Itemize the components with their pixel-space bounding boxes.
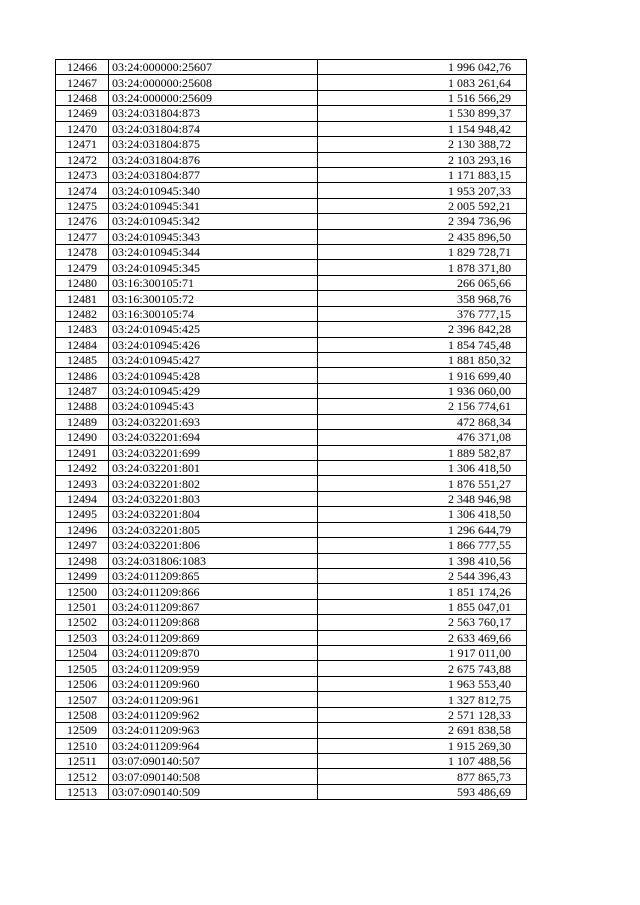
table-row bbox=[56, 430, 527, 445]
table-row bbox=[56, 368, 527, 383]
cadastral-number-cell: 03:24:010945:427 bbox=[109, 353, 318, 368]
table-row bbox=[56, 399, 527, 414]
row-number-cell: 12507 bbox=[56, 692, 109, 707]
cadastral-value-cell: 1 398 410,56 bbox=[318, 553, 527, 568]
row-number-cell: 12495 bbox=[56, 507, 109, 522]
row-number-cell: 12502 bbox=[56, 615, 109, 630]
cadastral-value-cell: 358 968,76 bbox=[318, 291, 527, 306]
cadastral-value-cell: 2 675 743,88 bbox=[318, 661, 527, 676]
cadastral-number-cell: 03:24:010945:340 bbox=[109, 183, 318, 198]
row-number-cell: 12484 bbox=[56, 337, 109, 352]
cadastral-number-cell: 03:24:011209:962 bbox=[109, 707, 318, 722]
cadastral-number-cell: 03:24:031804:875 bbox=[109, 137, 318, 152]
row-number-cell: 12489 bbox=[56, 414, 109, 429]
table-row bbox=[56, 353, 527, 368]
cadastral-number-cell: 03:24:031806:1083 bbox=[109, 553, 318, 568]
cadastral-value-cell: 2 130 388,72 bbox=[318, 137, 527, 152]
cadastral-value-cell: 1 881 850,32 bbox=[318, 353, 527, 368]
cadastral-number-cell: 03:24:032201:801 bbox=[109, 460, 318, 475]
cadastral-value-cell: 2 563 760,17 bbox=[318, 615, 527, 630]
cadastral-number-cell: 03:07:090140:509 bbox=[109, 784, 318, 799]
cadastral-value-cell: 1 306 418,50 bbox=[318, 507, 527, 522]
table-row bbox=[56, 152, 527, 167]
table-row bbox=[56, 476, 527, 491]
cadastral-value-cell: 376 777,15 bbox=[318, 306, 527, 321]
table-row bbox=[56, 337, 527, 352]
table-row bbox=[56, 553, 527, 568]
cadastral-value-cell: 1 083 261,64 bbox=[318, 75, 527, 90]
cadastral-value-cell: 2 156 774,61 bbox=[318, 399, 527, 414]
row-number-cell: 12500 bbox=[56, 584, 109, 599]
cadastral-number-cell: 03:24:031804:874 bbox=[109, 121, 318, 136]
cadastral-number-cell: 03:24:010945:428 bbox=[109, 368, 318, 383]
cadastral-number-cell: 03:24:010945:344 bbox=[109, 245, 318, 260]
table-row bbox=[56, 260, 527, 275]
cadastral-number-cell: 03:16:300105:72 bbox=[109, 291, 318, 306]
row-number-cell: 12470 bbox=[56, 121, 109, 136]
cadastral-number-cell: 03:24:010945:43 bbox=[109, 399, 318, 414]
table-row bbox=[56, 538, 527, 553]
cadastral-value-cell: 266 065,66 bbox=[318, 275, 527, 290]
row-number-cell: 12482 bbox=[56, 306, 109, 321]
cadastral-value-cell: 2 435 896,50 bbox=[318, 229, 527, 244]
row-number-cell: 12510 bbox=[56, 738, 109, 753]
cadastral-number-cell: 03:24:000000:25609 bbox=[109, 90, 318, 105]
cadastral-number-cell: 03:24:031804:877 bbox=[109, 167, 318, 182]
cadastral-value-cell: 1 327 812,75 bbox=[318, 692, 527, 707]
cadastral-number-cell: 03:24:032201:806 bbox=[109, 538, 318, 553]
cadastral-value-cell: 1 996 042,76 bbox=[318, 60, 527, 75]
row-number-cell: 12483 bbox=[56, 322, 109, 337]
row-number-cell: 12478 bbox=[56, 245, 109, 260]
row-number-cell: 12493 bbox=[56, 476, 109, 491]
table-row bbox=[56, 676, 527, 691]
table-row bbox=[56, 784, 527, 799]
cadastral-value-cell: 1 296 644,79 bbox=[318, 522, 527, 537]
cadastral-value-cell: 2 103 293,16 bbox=[318, 152, 527, 167]
cadastral-value-cell: 593 486,69 bbox=[318, 784, 527, 799]
cadastral-number-cell: 03:24:032201:804 bbox=[109, 507, 318, 522]
row-number-cell: 12480 bbox=[56, 275, 109, 290]
table-row bbox=[56, 90, 527, 105]
cadastral-value-cell: 1 917 011,00 bbox=[318, 646, 527, 661]
cadastral-value-cell: 1 878 371,80 bbox=[318, 260, 527, 275]
cadastral-value-cell: 1 855 047,01 bbox=[318, 599, 527, 614]
cadastral-value-cell: 1 171 883,15 bbox=[318, 167, 527, 182]
row-number-cell: 12474 bbox=[56, 183, 109, 198]
cadastral-value-cell: 1 154 948,42 bbox=[318, 121, 527, 136]
cadastral-number-cell: 03:24:011209:964 bbox=[109, 738, 318, 753]
table-row bbox=[56, 275, 527, 290]
table-row bbox=[56, 584, 527, 599]
table-row bbox=[56, 599, 527, 614]
cadastral-value-cell: 2 544 396,43 bbox=[318, 568, 527, 583]
cadastral-value-cell: 1 306 418,50 bbox=[318, 460, 527, 475]
row-number-cell: 12486 bbox=[56, 368, 109, 383]
cadastral-value-cell: 877 865,73 bbox=[318, 769, 527, 784]
cadastral-value-cell: 1 915 269,30 bbox=[318, 738, 527, 753]
cadastral-number-cell: 03:16:300105:74 bbox=[109, 306, 318, 321]
cadastral-value-cell: 1 963 553,40 bbox=[318, 676, 527, 691]
table-row bbox=[56, 738, 527, 753]
cadastral-number-cell: 03:24:011209:869 bbox=[109, 630, 318, 645]
cadastral-number-cell: 03:24:011209:865 bbox=[109, 568, 318, 583]
table-row bbox=[56, 229, 527, 244]
table-row bbox=[56, 692, 527, 707]
row-number-cell: 12511 bbox=[56, 753, 109, 768]
table-row bbox=[56, 460, 527, 475]
row-number-cell: 12479 bbox=[56, 260, 109, 275]
table-row bbox=[56, 322, 527, 337]
row-number-cell: 12498 bbox=[56, 553, 109, 568]
row-number-cell: 12468 bbox=[56, 90, 109, 105]
table-row bbox=[56, 661, 527, 676]
cadastral-value-cell: 1 516 566,29 bbox=[318, 90, 527, 105]
row-number-cell: 12471 bbox=[56, 137, 109, 152]
row-number-cell: 12487 bbox=[56, 383, 109, 398]
cadastral-value-table bbox=[55, 59, 527, 800]
cadastral-number-cell: 03:24:010945:426 bbox=[109, 337, 318, 352]
row-number-cell: 12469 bbox=[56, 106, 109, 121]
row-number-cell: 12477 bbox=[56, 229, 109, 244]
row-number-cell: 12472 bbox=[56, 152, 109, 167]
table-row bbox=[56, 568, 527, 583]
cadastral-number-cell: 03:07:090140:508 bbox=[109, 769, 318, 784]
cadastral-number-cell: 03:24:011209:959 bbox=[109, 661, 318, 676]
cadastral-number-cell: 03:24:011209:870 bbox=[109, 646, 318, 661]
cadastral-number-cell: 03:07:090140:507 bbox=[109, 753, 318, 768]
table-row bbox=[56, 245, 527, 260]
cadastral-number-cell: 03:24:011209:868 bbox=[109, 615, 318, 630]
row-number-cell: 12499 bbox=[56, 568, 109, 583]
row-number-cell: 12492 bbox=[56, 460, 109, 475]
row-number-cell: 12497 bbox=[56, 538, 109, 553]
table-row bbox=[56, 291, 527, 306]
table-row bbox=[56, 753, 527, 768]
row-number-cell: 12505 bbox=[56, 661, 109, 676]
cadastral-value-cell: 2 396 842,28 bbox=[318, 322, 527, 337]
cadastral-number-cell: 03:24:031804:876 bbox=[109, 152, 318, 167]
row-number-cell: 12509 bbox=[56, 723, 109, 738]
cadastral-number-cell: 03:24:011209:961 bbox=[109, 692, 318, 707]
table-row bbox=[56, 75, 527, 90]
cadastral-value-cell: 2 633 469,66 bbox=[318, 630, 527, 645]
row-number-cell: 12485 bbox=[56, 353, 109, 368]
cadastral-number-cell: 03:16:300105:71 bbox=[109, 275, 318, 290]
cadastral-number-cell: 03:24:010945:429 bbox=[109, 383, 318, 398]
cadastral-value-cell: 1 953 207,33 bbox=[318, 183, 527, 198]
cadastral-value-cell: 1 889 582,87 bbox=[318, 445, 527, 460]
table-row bbox=[56, 769, 527, 784]
table-row bbox=[56, 507, 527, 522]
table-row bbox=[56, 167, 527, 182]
table-row bbox=[56, 198, 527, 213]
table-row bbox=[56, 630, 527, 645]
table-row bbox=[56, 646, 527, 661]
cadastral-value-cell: 1 936 060,00 bbox=[318, 383, 527, 398]
row-number-cell: 12488 bbox=[56, 399, 109, 414]
table-row bbox=[56, 707, 527, 722]
cadastral-value-cell: 1 876 551,27 bbox=[318, 476, 527, 491]
cadastral-number-cell: 03:24:010945:343 bbox=[109, 229, 318, 244]
cadastral-number-cell: 03:24:011209:866 bbox=[109, 584, 318, 599]
cadastral-number-cell: 03:24:000000:25607 bbox=[109, 60, 318, 75]
cadastral-number-cell: 03:24:010945:341 bbox=[109, 198, 318, 213]
table-row bbox=[56, 491, 527, 506]
row-number-cell: 12475 bbox=[56, 198, 109, 213]
table-row bbox=[56, 414, 527, 429]
row-number-cell: 12490 bbox=[56, 430, 109, 445]
table-row bbox=[56, 445, 527, 460]
table-row bbox=[56, 615, 527, 630]
cadastral-number-cell: 03:24:032201:693 bbox=[109, 414, 318, 429]
table-row bbox=[56, 106, 527, 121]
table-row bbox=[56, 383, 527, 398]
cadastral-value-cell: 1 107 488,56 bbox=[318, 753, 527, 768]
cadastral-value-cell: 476 371,08 bbox=[318, 430, 527, 445]
cadastral-number-cell: 03:24:032201:805 bbox=[109, 522, 318, 537]
table-row bbox=[56, 183, 527, 198]
table-row bbox=[56, 60, 527, 75]
cadastral-number-cell: 03:24:000000:25608 bbox=[109, 75, 318, 90]
table-row bbox=[56, 121, 527, 136]
row-number-cell: 12491 bbox=[56, 445, 109, 460]
cadastral-number-cell: 03:24:010945:425 bbox=[109, 322, 318, 337]
row-number-cell: 12501 bbox=[56, 599, 109, 614]
cadastral-value-cell: 1 530 899,37 bbox=[318, 106, 527, 121]
cadastral-value-cell: 1 866 777,55 bbox=[318, 538, 527, 553]
table-body bbox=[56, 60, 527, 800]
row-number-cell: 12476 bbox=[56, 214, 109, 229]
cadastral-number-cell: 03:24:032201:694 bbox=[109, 430, 318, 445]
row-number-cell: 12513 bbox=[56, 784, 109, 799]
cadastral-number-cell: 03:24:031804:873 bbox=[109, 106, 318, 121]
table-row bbox=[56, 522, 527, 537]
cadastral-value-cell: 472 868,34 bbox=[318, 414, 527, 429]
row-number-cell: 12466 bbox=[56, 60, 109, 75]
table-row bbox=[56, 306, 527, 321]
cadastral-value-cell: 1 916 699,40 bbox=[318, 368, 527, 383]
cadastral-number-cell: 03:24:010945:345 bbox=[109, 260, 318, 275]
cadastral-number-cell: 03:24:032201:699 bbox=[109, 445, 318, 460]
row-number-cell: 12508 bbox=[56, 707, 109, 722]
cadastral-number-cell: 03:24:032201:803 bbox=[109, 491, 318, 506]
row-number-cell: 12512 bbox=[56, 769, 109, 784]
row-number-cell: 12473 bbox=[56, 167, 109, 182]
cadastral-value-cell: 2 348 946,98 bbox=[318, 491, 527, 506]
row-number-cell: 12504 bbox=[56, 646, 109, 661]
row-number-cell: 12506 bbox=[56, 676, 109, 691]
row-number-cell: 12494 bbox=[56, 491, 109, 506]
cadastral-value-cell: 2 571 128,33 bbox=[318, 707, 527, 722]
cadastral-value-cell: 2 394 736,96 bbox=[318, 214, 527, 229]
cadastral-number-cell: 03:24:011209:867 bbox=[109, 599, 318, 614]
cadastral-number-cell: 03:24:010945:342 bbox=[109, 214, 318, 229]
row-number-cell: 12496 bbox=[56, 522, 109, 537]
row-number-cell: 12503 bbox=[56, 630, 109, 645]
cadastral-value-cell: 1 854 745,48 bbox=[318, 337, 527, 352]
cadastral-value-cell: 2 005 592,21 bbox=[318, 198, 527, 213]
table-row bbox=[56, 214, 527, 229]
table-row bbox=[56, 723, 527, 738]
row-number-cell: 12467 bbox=[56, 75, 109, 90]
cadastral-value-cell: 1 851 174,26 bbox=[318, 584, 527, 599]
cadastral-value-cell: 1 829 728,71 bbox=[318, 245, 527, 260]
cadastral-number-cell: 03:24:032201:802 bbox=[109, 476, 318, 491]
cadastral-number-cell: 03:24:011209:960 bbox=[109, 676, 318, 691]
table-row bbox=[56, 137, 527, 152]
cadastral-value-cell: 2 691 838,58 bbox=[318, 723, 527, 738]
cadastral-number-cell: 03:24:011209:963 bbox=[109, 723, 318, 738]
row-number-cell: 12481 bbox=[56, 291, 109, 306]
